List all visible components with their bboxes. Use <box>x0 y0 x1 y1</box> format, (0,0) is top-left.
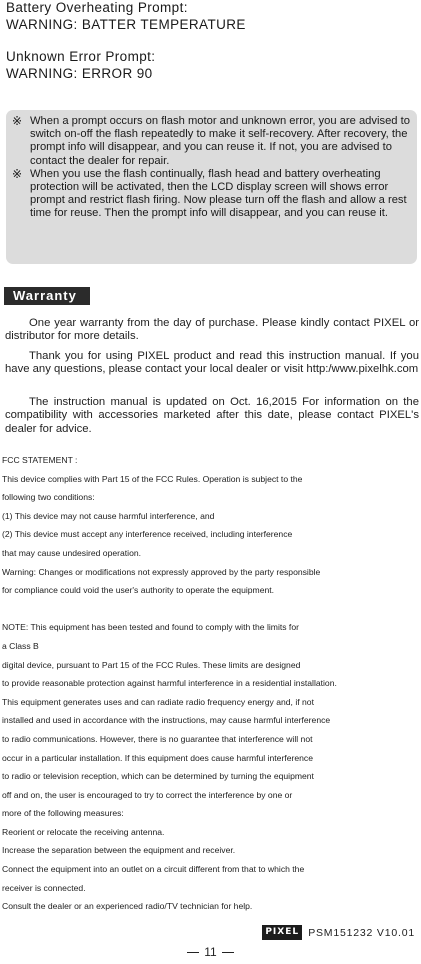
update-paragraph-text: The instruction manual is updated on Oct. 16,2015 For information on the compatibility with accessories marketed after this date, please contact PIXEL's dealer for advice. <box>5 396 419 435</box>
fcc-note-line: Connect the equipment into an outlet on a circuit different from that to which the <box>2 864 305 875</box>
error-prompts <box>6 0 246 82</box>
dash-left <box>187 952 199 953</box>
note-text: When a prompt occurs on flash motor and unknown error, you are advised to switch on-off the flash repeatedly to make it self-recovery. After recovery, the prompt info will disappear, and you can reuse it. If not, you are advised to contact the dealer for repair. <box>30 115 410 167</box>
fcc-line: that may cause undesired operation. <box>2 547 142 558</box>
fcc-note-line: a Class B <box>2 640 39 651</box>
thanks-paragraph-text: Thank you for using PIXEL product and read this instruction manual. If you have any questions, please contact your local dealer or visit http:/www.pixelhk.com <box>5 350 419 376</box>
fcc-statement <box>2 451 418 916</box>
update-paragraph <box>5 396 419 436</box>
unknown-error-prompt-warning: WARNING: ERROR 90 <box>6 65 153 81</box>
fcc-note-line: digital device, pursuant to Part 15 of the FCC Rules. These limits are designed <box>2 659 301 670</box>
fcc-note-line: installed and used in accordance with the instructions, may cause harmful interference <box>2 715 331 726</box>
note-item <box>12 115 411 168</box>
warranty-paragraph <box>5 317 419 344</box>
reference-mark-icon: ※ <box>12 114 23 128</box>
fcc-line: (1) This device may not cause harmful interference, and <box>2 510 215 521</box>
overheat-prompt-title: Battery Overheating Prompt: <box>6 0 188 15</box>
footer-code <box>262 925 415 940</box>
note-text: When you use the flash continually, flash head and battery overheating protection will be activated, then the LCD display screen will shows error prompt and restrict flash firing. Now please turn off the flash and allow a rest time for reuse. Then the prompt info will disappear, and you can reuse it. <box>30 167 407 220</box>
fcc-line: FCC STATEMENT : <box>2 455 78 465</box>
fcc-note-line: NOTE: This equipment has been tested and found to comply with the limits for <box>2 622 299 633</box>
manual-code: PSM151232 V10.01 <box>308 926 415 939</box>
dash-right <box>222 952 234 953</box>
fcc-line: Warning: Changes or modifications not expressly approved by the party responsible <box>2 566 321 577</box>
fcc-note-line: Increase the separation between the equipment and receiver. <box>2 845 236 856</box>
page-number <box>0 945 421 959</box>
fcc-line: (2) This device must accept any interference received, including interference <box>2 529 293 540</box>
reference-mark-icon: ※ <box>12 166 23 181</box>
fcc-note-line: to radio communications. However, there is no guarantee that interference will not <box>2 733 313 744</box>
pixel-logo: PIXEL <box>262 925 302 940</box>
thanks-paragraph <box>5 350 419 377</box>
fcc-note-line: This equipment generates uses and can radiate radio frequency energy and, if not <box>2 696 314 707</box>
fcc-note-line: occur in a particular installation. If this equipment does cause harmful interference <box>2 752 313 763</box>
fcc-line: following two conditions: <box>2 492 95 503</box>
note-item <box>12 168 411 221</box>
page-number-text: 11 <box>204 945 217 959</box>
fcc-note-line: Reorient or relocate the receiving antenna. <box>2 826 165 837</box>
fcc-note-line: more of the following measures: <box>2 808 124 819</box>
fcc-line: This device complies with Part 15 of the FCC Rules. Operation is subject to the <box>2 473 303 484</box>
overheat-prompt-warning: WARNING: BATTER TEMPERATURE <box>6 16 246 32</box>
notes-box <box>6 110 417 264</box>
fcc-note-line: off and on, the user is encouraged to try to correct the interference by one or <box>2 789 293 800</box>
fcc-note-line: to radio or television reception, which can be determined by turning the equipment <box>2 771 314 782</box>
fcc-note-line: Consult the dealer or an experienced radio/TV technician for help. <box>2 901 253 912</box>
warranty-paragraph-text: One year warranty from the day of purchase. Please kindly contact PIXEL or distributor for more details. <box>5 317 419 343</box>
fcc-note-line: to provide reasonable protection against harmful interference in a residential installation. <box>2 678 337 689</box>
unknown-error-prompt-title: Unknown Error Prompt: <box>6 49 156 64</box>
fcc-note-line: receiver is connected. <box>2 882 86 893</box>
fcc-line: for compliance could void the user's authority to operate the equipment. <box>2 585 275 596</box>
warranty-heading: Warranty <box>4 287 90 305</box>
